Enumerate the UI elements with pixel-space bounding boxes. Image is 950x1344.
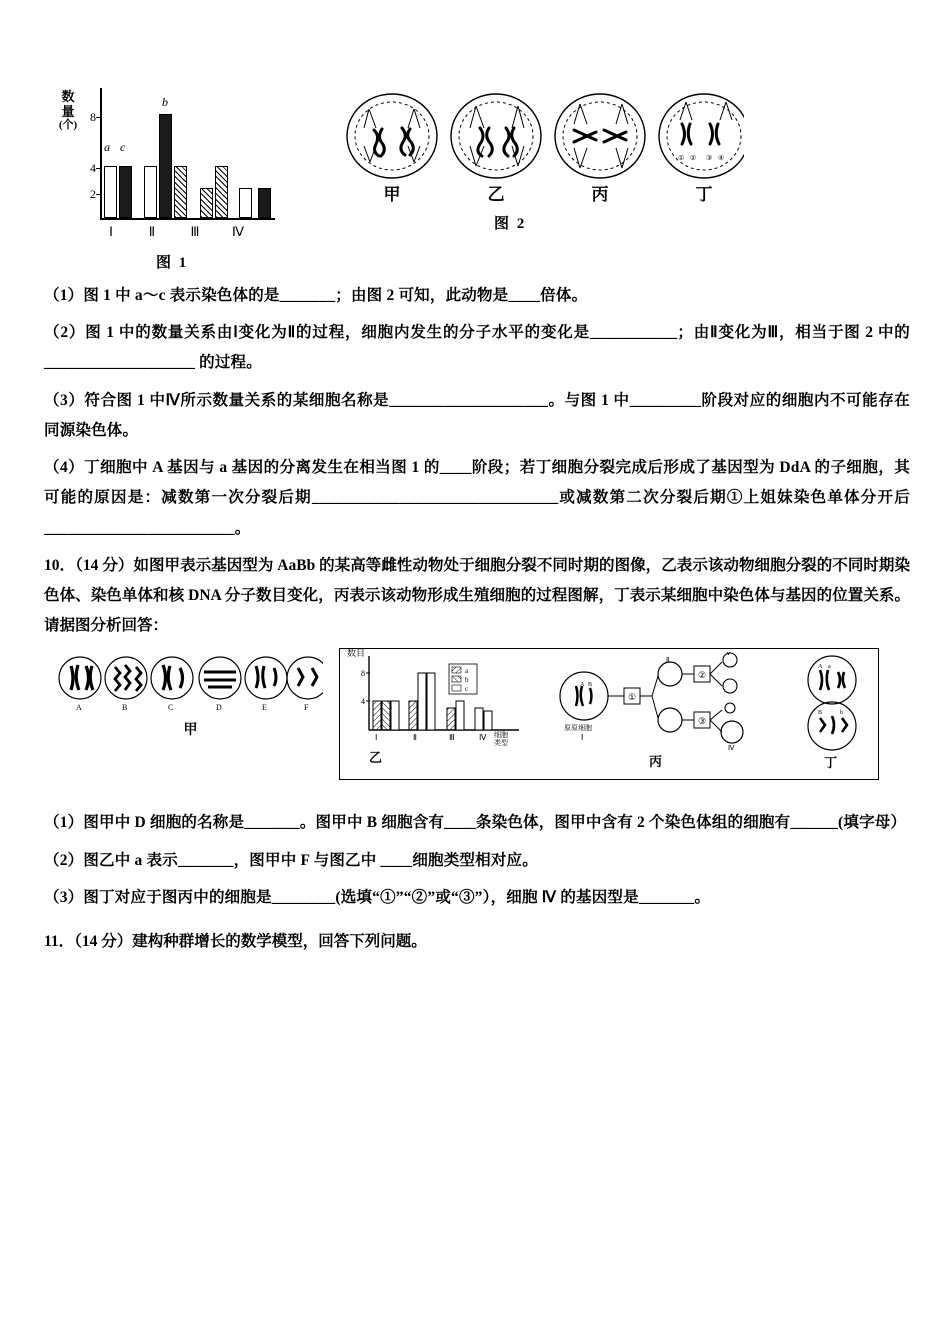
svg-text:③: ③	[706, 154, 713, 162]
figure-1-caption: 图 1	[156, 255, 189, 271]
svg-text:④: ④	[718, 154, 725, 162]
svg-text:a: a	[828, 664, 831, 671]
x-tick-IV: Ⅳ	[232, 224, 244, 239]
svg-text:Ⅰ: Ⅰ	[581, 733, 584, 743]
bar-II-b	[159, 114, 172, 218]
svg-text:原原细胞: 原原细胞	[564, 724, 592, 733]
svg-text:8: 8	[361, 669, 365, 679]
question11-stem	[44, 927, 910, 957]
svg-text:数目: 数目	[346, 648, 365, 659]
svg-text:类型: 类型	[494, 739, 508, 748]
svg-text:①: ①	[678, 154, 685, 162]
svg-text:丁: 丁	[824, 755, 838, 771]
figure-1-bar-chart	[52, 88, 302, 271]
question11-number: 11．	[44, 933, 75, 951]
question9-item-2: （2）图 1 中的数量关系由Ⅰ变化为Ⅱ的过程，细胞内发生的分子水平的变化是___________；由Ⅱ变化为Ⅲ，相当于图 2 中的___________________ 的过程。	[44, 324, 910, 372]
figure-2-caption: 图 2	[494, 216, 527, 232]
svg-text:B: B	[818, 710, 823, 717]
svg-text:c: c	[465, 685, 469, 694]
bar-IV-a	[239, 188, 252, 218]
y-axis-label: 数 量 (个)	[58, 89, 78, 132]
panel-bing	[554, 652, 769, 777]
bar-IV-b	[258, 188, 271, 218]
svg-text:F: F	[304, 703, 309, 713]
bar-I-a	[104, 166, 117, 218]
cell-label-bing: 丙	[591, 185, 609, 204]
svg-text:A: A	[818, 664, 823, 671]
question10-number: 10．	[44, 556, 76, 574]
svg-text:4: 4	[361, 697, 365, 707]
y-tickmark-4	[96, 168, 101, 169]
bar-label-a: a	[104, 140, 110, 154]
cell-label-yi: 乙	[487, 185, 505, 204]
x-tick-I: Ⅰ	[109, 224, 113, 239]
bar-III-b	[215, 166, 228, 218]
x-tick-II: Ⅱ	[148, 224, 156, 239]
svg-text:丙: 丙	[649, 754, 663, 770]
question9-item-4: （4）丁细胞中 A 基因与 a 基因的分离发生在相当图 1 的____阶段；若丁细胞分裂完成后形成了基因型为 DdA 的子细胞，其可能的原因是：减数第一次分裂后期_______________________________或减数第二次分裂后期①上姐妹染色单体分开后________________________。	[44, 459, 910, 537]
svg-text:a: a	[465, 667, 469, 676]
y-tick-8: 8	[90, 110, 96, 124]
svg-text:A: A	[580, 682, 585, 689]
question10-item-1: （1）图甲中 D 细胞的名称是_______。图甲中 B 细胞含有____条染色体，图甲中含有 2 个染色体组的细胞有______(填字母）	[44, 814, 907, 832]
svg-text:细胞: 细胞	[494, 731, 508, 740]
question9-item-1: （1）图 1 中 a～c 表示染色体的是_______；由图 2 可知，此动物是____倍体。	[44, 287, 588, 304]
y-tick-2: 2	[90, 187, 96, 201]
panel-ding-svg	[784, 652, 880, 772]
svg-text:b: b	[840, 710, 843, 717]
svg-text:C: C	[168, 703, 174, 713]
svg-text:A: A	[76, 703, 82, 713]
svg-text:Ⅳ: Ⅳ	[479, 733, 487, 743]
question10-text: 如图甲表示基因型为 AaBb 的某高等雌性动物处于细胞分裂不同时期的图像，乙表示该动物细胞分裂的不同时期染色体、染色单体和核 DNA 分子数目变化，丙表示该动物形成生殖细胞的过程图解，丁表示某细胞中染色体与基因的位置关系。请据图分析回答：	[44, 556, 910, 635]
svg-text:B: B	[588, 682, 593, 689]
bar-I-b	[119, 166, 132, 218]
question10-figure	[44, 648, 910, 798]
cell-label-jia: 甲	[383, 185, 401, 204]
svg-text:①: ①	[628, 692, 637, 703]
y-tick-4: 4	[90, 161, 96, 175]
svg-text:E: E	[262, 703, 267, 713]
panel-yi-svg	[339, 648, 539, 768]
svg-text:Ⅴ: Ⅴ	[726, 652, 731, 658]
x-axis-line	[100, 218, 275, 220]
question10-stem	[44, 551, 910, 642]
svg-text:B: B	[122, 703, 128, 713]
question11-text: 建构种群增长的数学模型，回答下列问题。	[132, 933, 427, 951]
svg-text:Ⅳ: Ⅳ	[728, 744, 735, 753]
panel-bing-svg	[554, 652, 769, 772]
question10-item-3: （3）图丁对应于图丙中的细胞是________(选填“①”“②”或“③”），细胞 Ⅳ 的基因型是_______。	[44, 888, 711, 906]
svg-text:Ⅲ: Ⅲ	[449, 733, 455, 743]
svg-text:③: ③	[698, 716, 707, 727]
bar-label-c: c	[120, 140, 126, 154]
svg-text:b: b	[465, 676, 469, 685]
question11-score: （14 分）	[74, 933, 133, 951]
panel-jia-svg	[58, 650, 323, 712]
bar-label-b: b	[162, 95, 168, 109]
page-content	[44, 60, 910, 964]
bar-II-a	[144, 166, 157, 218]
panel-yi	[339, 648, 539, 773]
question10-score: （14 分）	[75, 556, 134, 574]
figures-row-1	[44, 60, 910, 275]
y-tickmark-2	[96, 194, 101, 195]
question9-item-3: （3）符合图 1 中Ⅳ所示数量关系的某细胞名称是____________________。与图 1 中_________阶段对应的细胞内不可能存在同源染色体。	[44, 391, 910, 439]
question10-item-2: （2）图乙中 a 表示_______，图甲中 F 与图乙中 ____细胞类型相对应。	[44, 851, 538, 869]
cell-label-ding: 丁	[695, 185, 713, 204]
panel-ding	[784, 652, 880, 777]
svg-text:D: D	[216, 703, 222, 713]
svg-text:②: ②	[698, 670, 707, 681]
panel-jia-caption: 甲	[183, 723, 198, 739]
bar-III-a	[200, 188, 213, 218]
svg-text:Ⅱ: Ⅱ	[413, 733, 417, 743]
svg-text:Ⅱ: Ⅱ	[666, 656, 670, 665]
svg-text:Ⅰ: Ⅰ	[375, 733, 378, 743]
svg-text:乙: 乙	[369, 750, 383, 766]
x-tick-III: Ⅲ	[190, 224, 200, 239]
panel-jia	[58, 650, 323, 739]
figure-2-cell-diagrams	[344, 84, 744, 274]
bars-group	[102, 88, 277, 218]
y-tickmark-8	[96, 117, 101, 118]
bar-II-c	[174, 166, 187, 218]
svg-text:②: ②	[690, 154, 697, 162]
